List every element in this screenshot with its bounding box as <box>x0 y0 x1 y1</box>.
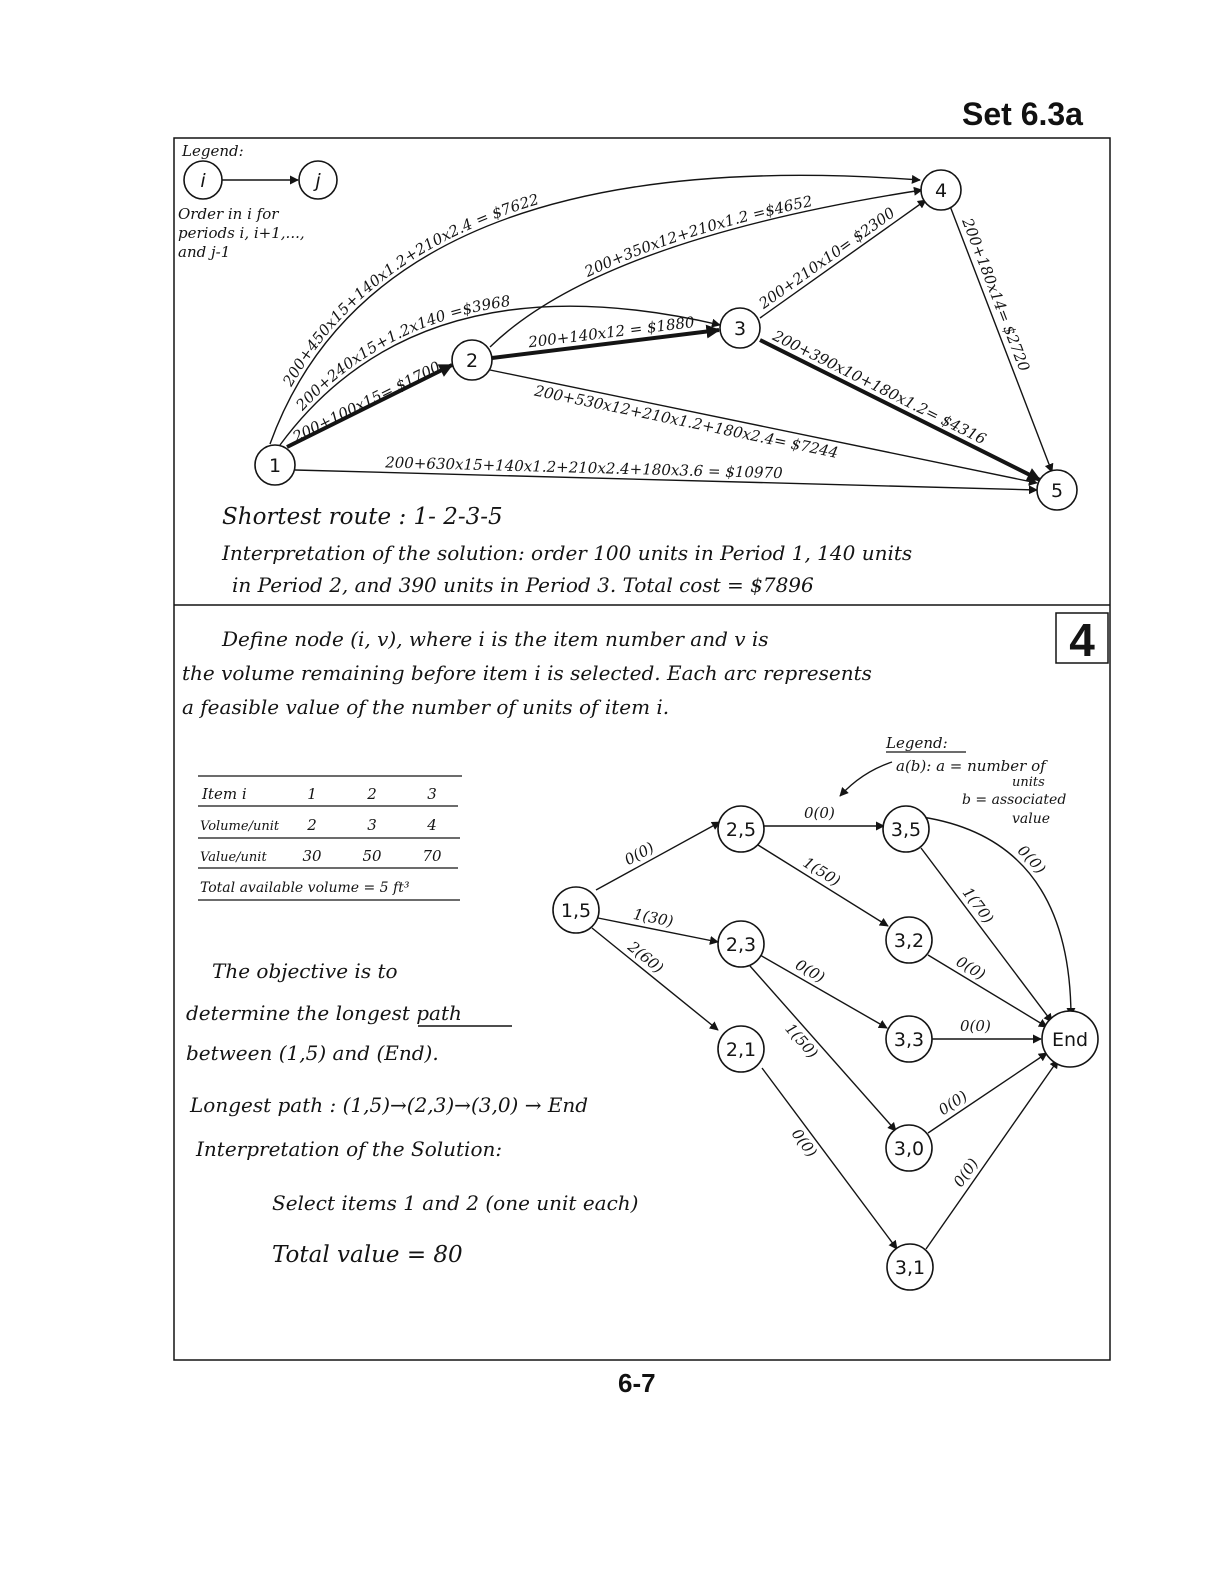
p3-arc-3-4 <box>760 200 926 318</box>
p4-node-3-3 <box>886 1016 932 1062</box>
p4-arc-label-30-end: 0(0) <box>935 1086 971 1120</box>
p4-table-row-0-col-2: 3 <box>367 816 377 834</box>
p3-node-5-label: 5 <box>1050 480 1064 502</box>
p3-legend-line-3: and j-1 <box>178 243 231 261</box>
svg-text:0(0) <box>953 952 989 983</box>
p4-definition-line-1: Define node (i, v), where i is the item number and v is <box>222 627 769 651</box>
p4-arc-label-15-21: 2(60) <box>624 937 668 978</box>
p4-arc-30-end <box>928 1053 1047 1133</box>
p3-node-3 <box>720 308 760 348</box>
p3-legend-node-i-label: i <box>200 170 206 192</box>
svg-text:0(0) <box>804 804 835 822</box>
p4-node-3-0-label: 3,0 <box>893 1138 925 1160</box>
p3-arc-label-4-5: 200+180x14= $2720 <box>958 215 1034 374</box>
p4-table-row-1-col-1: 30 <box>302 847 322 865</box>
p4-legend-title: Legend: <box>886 734 948 752</box>
p3-arc-label-1-2: 200+100x15= $1700 <box>289 357 444 447</box>
p4-arc-label-15-23: 1(30) <box>631 905 675 931</box>
p4-arc-label-21-31: 0(0) <box>787 1125 821 1161</box>
svg-text:200+390x10+180x1.2= $4316 <box>769 326 990 448</box>
p4-legend-pointer <box>840 762 892 796</box>
p4-arc-label-35-end-b: 1(70) <box>958 883 998 927</box>
p3-legend-line-1: Order in i for <box>178 205 279 223</box>
svg-text:0(0) <box>950 1155 982 1191</box>
p4-table-header-3: 3 <box>427 785 437 803</box>
svg-text:200+140x12 = $1880 <box>526 313 696 352</box>
p4-node-2-1 <box>718 1026 764 1072</box>
p4-legend-line-2: units <box>1012 775 1045 790</box>
p3-node-3-label: 3 <box>733 318 747 340</box>
p3-legend-title: Legend: <box>182 142 244 160</box>
p3-arc-label-1-4: 200+450x15+140x1.2+210x2.4 = $7622 <box>279 190 541 390</box>
p3-arc-3-5 <box>760 340 1040 480</box>
p4-legend-line-4: value <box>1012 811 1051 827</box>
p4-arc-label-25-32: 1(50) <box>799 853 844 891</box>
p4-arc-label-35-end-a: 0(0) <box>1014 841 1050 878</box>
p3-arc-label-3-5: 200+390x10+180x1.2= $4316 <box>769 326 990 449</box>
p4-table-footer: Total available volume = 5 ft³ <box>200 880 410 896</box>
p4-node-1-5 <box>553 887 599 933</box>
p4-node-2-3 <box>718 921 764 967</box>
p4-arc-label-33-end: 0(0) <box>960 1017 991 1035</box>
p4-node-2-5-label: 2,5 <box>725 819 757 841</box>
svg-text:200+350x12+210x1.2 =$4652 <box>581 192 814 281</box>
p4-item-table <box>198 776 462 900</box>
p3-arc-label-3-4: 200+210x10= $2300 <box>755 203 899 313</box>
p4-definition-line-3: a feasible value of the number of units of item i. <box>182 695 670 719</box>
p4-arc-label-15-25: 0(0) <box>621 838 658 870</box>
p4-table-row-0-col-1: 2 <box>307 816 317 834</box>
p4-arc-label-25-35: 0(0) <box>804 804 835 822</box>
p4-node-3-2 <box>886 917 932 963</box>
p4-solution-line-1: Select items 1 and 2 (one unit each) <box>272 1191 639 1215</box>
p4-node-3-1 <box>887 1244 933 1290</box>
p4-table-header-2: 2 <box>367 785 377 803</box>
p4-objective-line-1: The objective is to <box>212 959 398 983</box>
p3-legend-node-i <box>184 161 222 199</box>
p4-node-3-3-label: 3,3 <box>893 1029 925 1051</box>
p3-node-2 <box>452 340 492 380</box>
p4-node-end <box>1042 1011 1098 1067</box>
p4-arc-15-25 <box>596 822 720 890</box>
p4-longest-path: Longest path : (1,5)→(2,3)→(3,0) → End <box>190 1093 589 1117</box>
p4-arc-label-32-end: 0(0) <box>952 952 989 984</box>
svg-text:0(0) <box>960 1017 991 1035</box>
svg-text:0(0) <box>1014 841 1049 877</box>
p3-legend-line-2: periods i, i+1,..., <box>178 224 305 242</box>
p3-shortest-route: Shortest route : 1- 2-3-5 <box>222 504 503 530</box>
p3-node-1 <box>255 445 295 485</box>
p4-table-row-0-col-3: 4 <box>427 816 437 834</box>
p4-node-2-5 <box>718 806 764 852</box>
p4-table-row-1-col-3: 70 <box>422 847 442 865</box>
p4-objective-line-2: determine the longest path <box>186 1001 462 1025</box>
p4-table-row-0-label: Volume/unit <box>200 819 280 834</box>
p4-objective-line-3: between (1,5) and (End). <box>186 1041 439 1065</box>
p4-table-row-1-col-2: 50 <box>362 847 382 865</box>
p4-arc-35-end-b <box>921 848 1052 1022</box>
set-title: Set 6.3a <box>962 96 1083 132</box>
p4-node-3-0 <box>886 1125 932 1171</box>
svg-text:0(0) <box>935 1087 971 1119</box>
p4-node-2-1-label: 2,1 <box>725 1039 757 1061</box>
svg-text:0(0) <box>788 1125 821 1161</box>
svg-text:0(0) <box>621 838 657 869</box>
p3-arc-2-4 <box>490 190 922 347</box>
p4-arc-label-23-33: 0(0) <box>792 955 828 987</box>
svg-text:200+210x10= $2300 <box>755 203 899 313</box>
p3-node-1-label: 1 <box>268 455 282 477</box>
p4-table-row-1-label: Value/unit <box>200 850 267 865</box>
svg-text:200+450x15+140x1.2+210x2.4 = $ <box>279 190 541 390</box>
p4-node-end-label: End <box>1051 1029 1089 1051</box>
p4-node-3-5-label: 3,5 <box>890 819 922 841</box>
p4-interpretation-title: Interpretation of the Solution: <box>196 1137 503 1161</box>
page-number: 6-7 <box>618 1368 656 1398</box>
p3-node-4-label: 4 <box>934 180 948 202</box>
p4-table-header-1: 1 <box>307 785 317 803</box>
svg-text:0(0) <box>792 956 828 987</box>
p3-arc-label-1-5: 200+630x15+140x1.2+210x2.4+180x3.6 = $10970 <box>384 453 783 483</box>
p4-arc-label-31-end: 0(0) <box>949 1154 983 1191</box>
p3-arc-label-2-3: 200+140x12 = $1880 <box>527 313 696 352</box>
p3-legend-node-j <box>299 161 337 199</box>
p4-definition-line-2: the volume remaining before item i is selected. Each arc represents <box>182 661 872 685</box>
p3-legend-node-j-label: j <box>315 170 321 192</box>
p4-arc-21-31 <box>762 1068 897 1249</box>
svg-text:1(30) <box>632 905 675 931</box>
p3-interpretation-line-1: Interpretation of the solution: order 100 units in Period 1, 140 units <box>222 541 913 565</box>
p4-node-3-2-label: 3,2 <box>893 930 925 952</box>
svg-text:200+530x12+210x1.2+180x2.4= $7 <box>532 381 840 461</box>
p4-arc-31-end <box>926 1060 1058 1249</box>
p3-interpretation-line-2: in Period 2, and 390 units in Period 3. Total cost = $7896 <box>232 573 814 597</box>
p4-arc-label-23-30: 1(50) <box>781 1019 822 1062</box>
p3-arc-label-2-5: 200+530x12+210x1.2+180x2.4= $7244 <box>532 381 840 462</box>
p4-node-3-1-label: 3,1 <box>894 1257 926 1279</box>
p4-arc-23-33 <box>760 955 887 1028</box>
p4-node-3-5 <box>883 806 929 852</box>
problem-number: 4 <box>1069 614 1095 666</box>
p3-node-5 <box>1037 470 1077 510</box>
p4-solution-line-2: Total value = 80 <box>272 1242 463 1268</box>
p4-arc-25-32 <box>758 845 888 926</box>
p3-arc-label-1-3: 200+240x15+1.2x140 =$3968 <box>292 291 512 415</box>
p3-node-2-label: 2 <box>465 350 479 372</box>
p4-table-header-0: Item i <box>202 785 247 803</box>
p4-node-1-5-label: 1,5 <box>560 900 592 922</box>
p4-node-2-3-label: 2,3 <box>725 934 757 956</box>
p3-node-4 <box>921 170 961 210</box>
svg-text:200+180x14= $2720 <box>958 215 1034 375</box>
p4-arc-15-21 <box>592 928 718 1030</box>
p3-arc-label-2-4: 200+350x12+210x1.2 =$4652 <box>581 192 814 281</box>
p4-legend-line-1: a(b): a = number of <box>896 757 1046 775</box>
p4-legend-line-3: b = associated <box>962 792 1067 808</box>
